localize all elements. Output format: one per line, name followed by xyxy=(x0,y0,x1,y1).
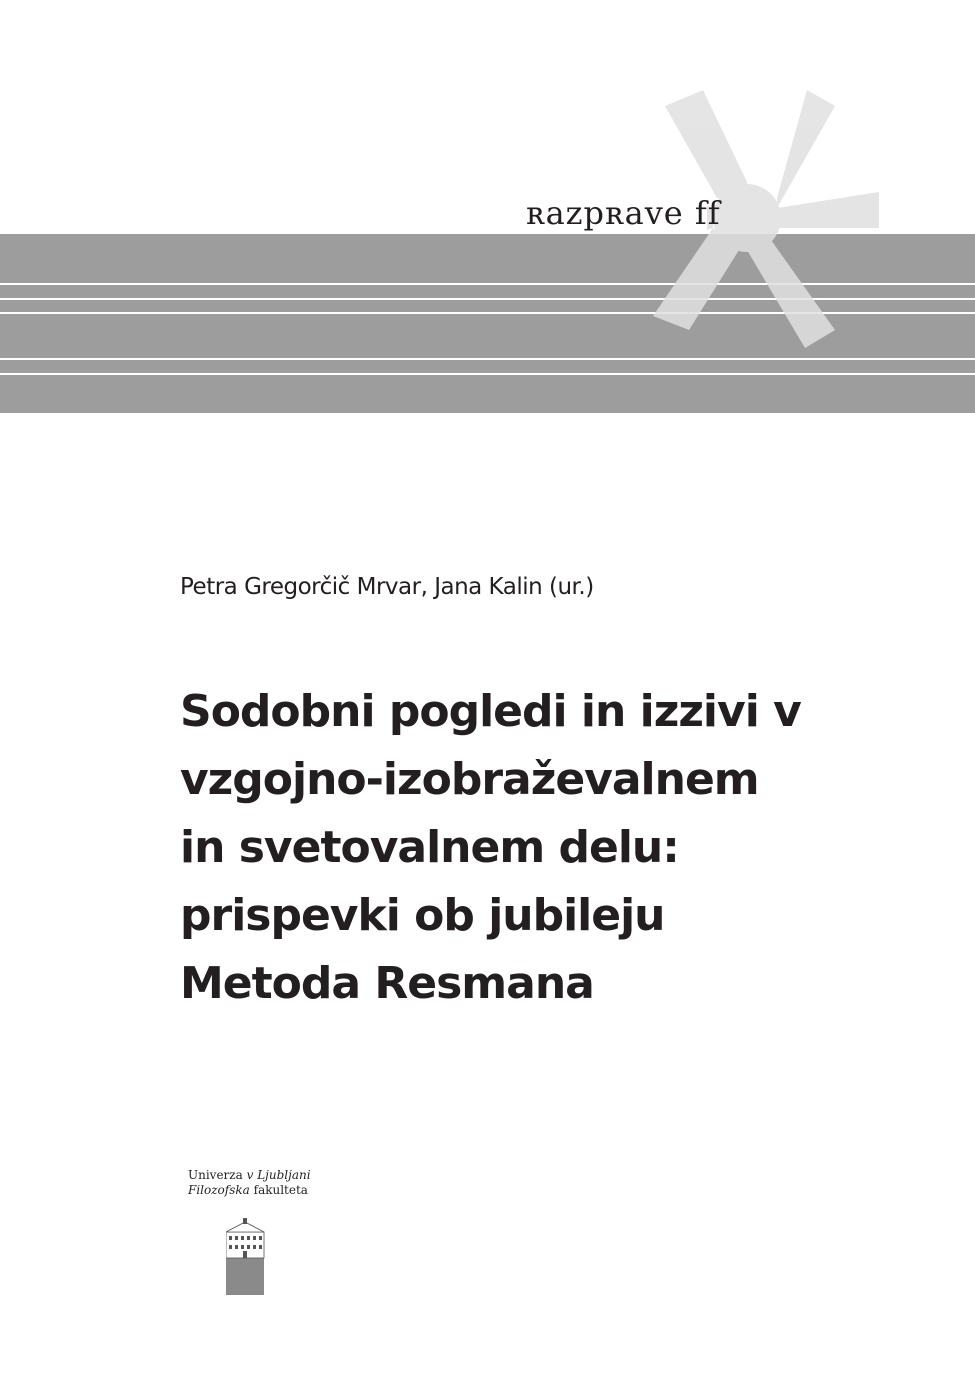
asterisk-icon xyxy=(0,0,975,420)
publisher-text: Univerza xyxy=(188,1168,247,1182)
publisher-line-1 xyxy=(188,1168,311,1183)
publisher-text-italic: Filozofska xyxy=(188,1183,250,1197)
title-line: Sodobni pogledi in izzivi v xyxy=(180,686,801,737)
publisher-text-italic: v Ljubljani xyxy=(246,1168,311,1182)
title-line: Metoda Resmana xyxy=(180,958,594,1009)
university-building-icon xyxy=(226,1218,266,1296)
editors-line: Petra Gregorčič Mrvar, Jana Kalin (ur.) xyxy=(180,574,594,600)
title-line: in svetovalnem delu: xyxy=(180,822,679,873)
book-title xyxy=(180,678,900,1018)
publisher-text: fakulteta xyxy=(249,1183,308,1197)
series-logo: ʀazpʀave ff xyxy=(526,194,721,232)
title-line: vzgojno-izobraževalnem xyxy=(180,754,759,805)
title-line: prispevki ob jubileju xyxy=(180,890,665,941)
publisher-name xyxy=(188,1168,311,1198)
publisher-line-2 xyxy=(188,1183,311,1198)
